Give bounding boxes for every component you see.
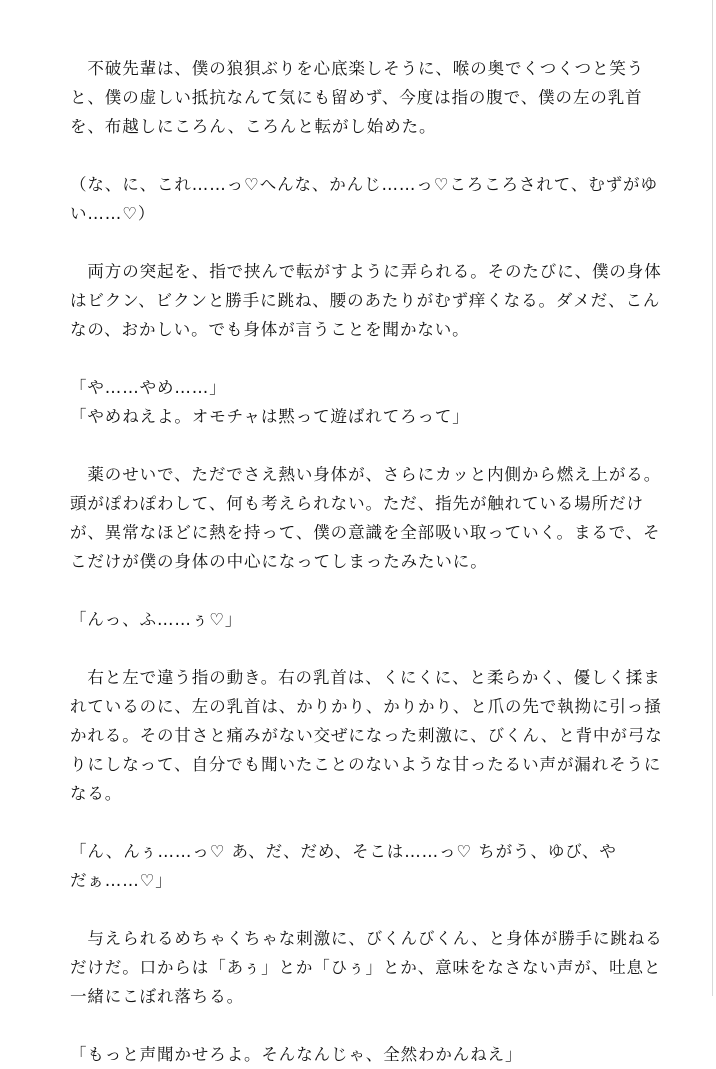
- paragraph-1: [70, 54, 650, 141]
- text-line: を、布越しにころん、ころんと転がし始めた。: [70, 117, 437, 136]
- text-line: はビクン、ビクンと勝手に跳ね、腰のあたりがむず痒くなる。ダメだ、こん: [70, 291, 661, 310]
- paragraph-3: [70, 257, 662, 344]
- dialogue-block-3: [70, 837, 650, 895]
- dialogue-line: 「んっ、ふ……ぅ♡」: [70, 610, 243, 629]
- text-line: 両方の突起を、指で挟んで転がすように弄られる。そのたびに、僕の身体: [70, 262, 662, 281]
- dialogue-block-4: [70, 1040, 650, 1069]
- text-line: 頭がぽわぽわして、何も考えられない。ただ、指先が触れている場所だけ: [70, 494, 644, 513]
- dialogue-line: 「もっと声聞かせろよ。そんなんじゃ、全然わかんねえ」: [70, 1045, 523, 1064]
- dialogue-block-1: [70, 373, 650, 431]
- dialogue-line: 「やめねえよ。オモチャは黙って遊ばれてろって」: [70, 407, 470, 426]
- text-line: こだけが僕の身体の中心になってしまったみたいに。: [70, 552, 488, 571]
- text-line: 薬のせいで、ただでさえ熱い身体が、さらにカッと内側から燃え上がる。: [70, 465, 662, 484]
- paragraph-6: [70, 924, 663, 1011]
- text-line: 右と左で違う指の動き。右の乳首は、くにくに、と柔らかく、優しく揉ま: [70, 668, 661, 687]
- text-line: （な、に、これ……っ♡へんな、かんじ……っ♡ころころされて、むずがゆ: [70, 175, 658, 194]
- paragraph-5: [70, 663, 663, 808]
- page-edge-divider: [712, 0, 713, 996]
- text-line: れているのに、左の乳首は、かりかり、かりかり、と爪の先で執拗に引っ掻: [70, 697, 662, 716]
- dialogue-line: 「ん、んぅ……っ♡ あ、だ、だめ、そこは……っ♡ ちがう、ゆび、や: [70, 842, 617, 861]
- text-line: と、僕の虚しい抵抗なんて気にも留めず、今度は指の腹で、僕の左の乳首: [70, 88, 643, 107]
- paragraph-2: [70, 170, 658, 228]
- text-line: 与えられるめちゃくちゃな刺激に、びくんびくん、と身体が勝手に跳ねる: [70, 929, 663, 948]
- dialogue-line: 「や……やめ……」: [70, 378, 227, 397]
- text-line: なの、おかしい。でも身体が言うことを聞かない。: [70, 320, 470, 339]
- text-line: りにしなって、自分でも聞いたことのないような甘ったるい声が漏れそうに: [70, 755, 662, 774]
- dialogue-line: だぁ……♡」: [70, 871, 173, 890]
- dialogue-block-2: [70, 605, 650, 634]
- text-line: が、異常なほどに熱を持って、僕の意識を全部吸い取っていく。まるで、そ: [70, 523, 661, 542]
- text-line: だけだ。口からは「あぅ」とか「ひぅ」とか、意味をなさない声が、吐息と: [70, 958, 662, 977]
- text-line: なる。: [70, 784, 123, 803]
- text-line: 不破先輩は、僕の狼狽ぶりを心底楽しそうに、喉の奥でくつくつと笑う: [70, 59, 645, 78]
- text-line: かれる。その甘さと痛みがない交ぜになった刺激に、びくん、と背中が弓な: [70, 726, 663, 745]
- text-line: い……♡）: [70, 204, 156, 223]
- paragraph-4: [70, 460, 662, 576]
- text-line: 一緒にこぼれ落ちる。: [70, 987, 244, 1006]
- story-text: [70, 54, 663, 1069]
